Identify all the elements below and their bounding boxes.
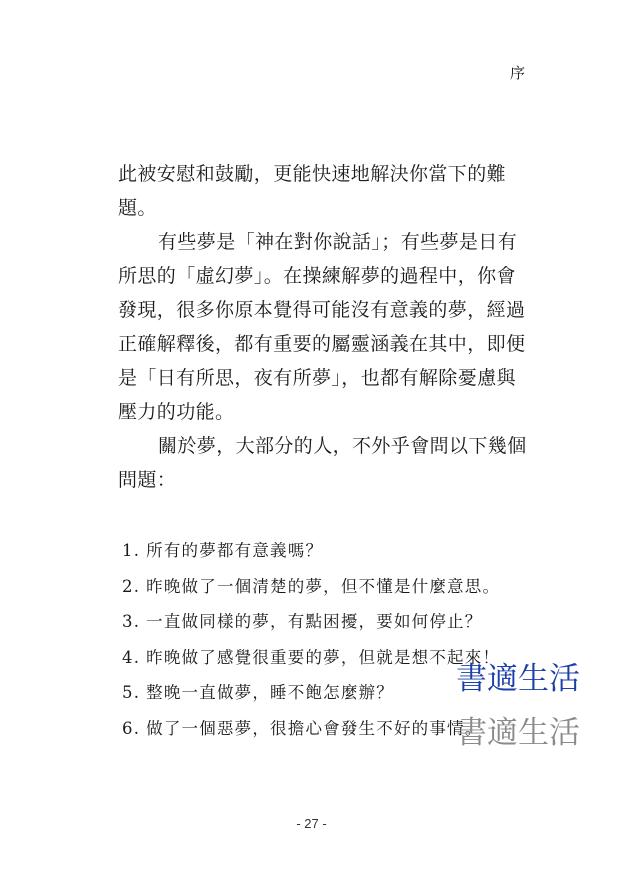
question-number: 2. (122, 576, 141, 596)
body-line: 發現，很多你原本覺得可能沒有意義的夢，經過 (118, 299, 526, 321)
running-head-title: 序 (509, 64, 525, 82)
body-line: 此被安慰和鼓勵，更能快速地解決你當下的難 (118, 163, 507, 185)
question-text: 昨晚做了感覺很重要的夢，但就是想不起來！ (146, 647, 501, 667)
page-number: - 27 - (296, 816, 327, 831)
body-line: 有些夢是「神在對你說話」；有些夢是日有 (158, 231, 518, 253)
watermark-blue: 書適生活 (456, 661, 580, 697)
body-line: 正確解釋後，都有重要的屬靈涵義在其中，即便 (118, 333, 526, 355)
question-number: 1. (122, 541, 141, 560)
question-item (122, 533, 542, 569)
question-text: 整晚一直做夢，睡不飽怎麼辦？ (146, 683, 394, 702)
body-paragraphs (118, 157, 526, 497)
question-number: 6. (122, 718, 141, 738)
question-text: 做了一個惡夢，很擔心會發生不好的事情。 (146, 718, 483, 738)
body-line: 是「日有所思，夜有所夢」，也都有解除憂慮與 (118, 367, 516, 389)
question-number: 3. (122, 612, 141, 631)
question-text: 昨晚做了一個清楚的夢，但不懂是什麼意思。 (146, 576, 501, 596)
question-item (122, 569, 542, 605)
body-line: 題。 (118, 197, 157, 219)
question-number: 4. (122, 647, 141, 667)
body-line: 問題： (118, 469, 177, 491)
body-line: 關於夢，大部分的人，不外乎會問以下幾個 (158, 435, 527, 457)
body-line: 壓力的功能。 (118, 401, 235, 423)
question-number: 5. (122, 683, 141, 702)
question-text: 一直做同樣的夢，有點困擾，要如何停止？ (146, 612, 483, 631)
question-item (122, 604, 542, 640)
watermark-gray: 書適生活 (456, 715, 580, 751)
question-text: 所有的夢都有意義嗎？ (146, 541, 324, 560)
body-line: 所思的「虛幻夢」。在操練解夢的過程中，你會 (118, 265, 516, 287)
